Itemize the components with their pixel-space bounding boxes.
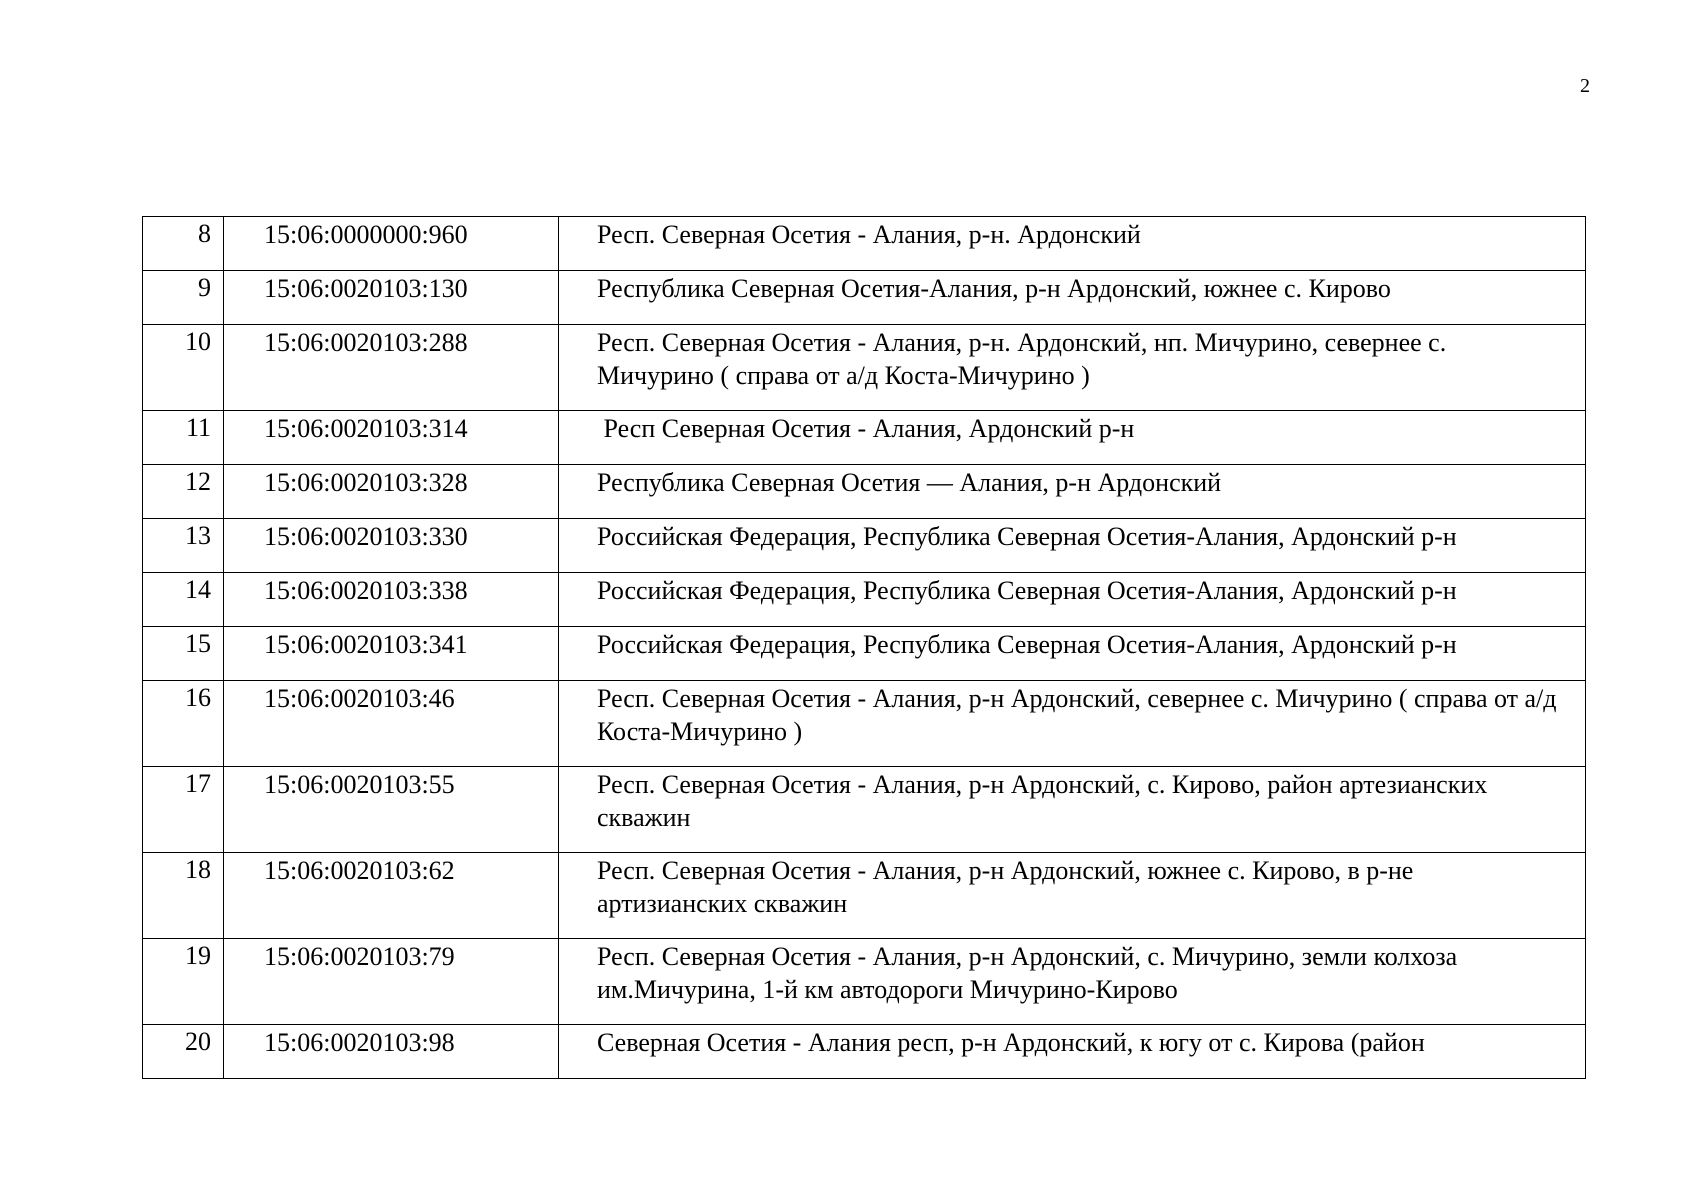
- cadastral-number-cell: [224, 767, 559, 853]
- row-number: 12: [185, 467, 211, 496]
- row-number-cell: [143, 627, 224, 681]
- table-row: [143, 519, 1586, 573]
- table-row: [143, 853, 1586, 939]
- cadastral-number: 15:06:0020103:330: [264, 522, 468, 551]
- cadastral-number-cell: [224, 217, 559, 271]
- address: Российская Федерация, Республика Северная Осетия-Алания, Ардонский р-н: [597, 522, 1457, 551]
- row-number-cell: [143, 217, 224, 271]
- parcels-table: [142, 216, 1586, 1079]
- row-number: 13: [185, 521, 211, 550]
- address-cell: [559, 627, 1586, 681]
- cadastral-number-cell: [224, 465, 559, 519]
- address-cell: [559, 853, 1586, 939]
- row-number-cell: [143, 939, 224, 1025]
- row-number-cell: [143, 573, 224, 627]
- address-cell: [559, 939, 1586, 1025]
- address-cell: [559, 465, 1586, 519]
- address: Республика Северная Осетия — Алания, р-н Ардонский: [597, 468, 1222, 497]
- address: Респ. Северная Осетия - Алания, р-н. Ардонский: [597, 220, 1141, 249]
- row-number: 19: [185, 941, 211, 970]
- address: Республика Северная Осетия-Алания, р-н Ардонский, южнее с. Кирово: [597, 274, 1391, 303]
- table-row: [143, 411, 1586, 465]
- table-row: [143, 939, 1586, 1025]
- cadastral-number-cell: [224, 271, 559, 325]
- address-cell: [559, 271, 1586, 325]
- cadastral-number: 15:06:0020103:55: [264, 770, 455, 799]
- row-number: 8: [198, 219, 211, 248]
- cadastral-number: 15:06:0020103:288: [264, 328, 468, 357]
- row-number-cell: [143, 681, 224, 767]
- address-cell: [559, 519, 1586, 573]
- table-row: [143, 681, 1586, 767]
- row-number-cell: [143, 465, 224, 519]
- table-row: [143, 573, 1586, 627]
- row-number-cell: [143, 411, 224, 465]
- cadastral-number-cell: [224, 681, 559, 767]
- address: Российская Федерация, Республика Северная Осетия-Алания, Ардонский р-н: [597, 576, 1457, 605]
- cadastral-number: 15:06:0020103:98: [264, 1028, 455, 1057]
- cadastral-number: 15:06:0020103:328: [264, 468, 468, 497]
- cadastral-number: 15:06:0020103:341: [264, 630, 468, 659]
- address: Респ. Северная Осетия - Алания, р-н Ардонский, севернее с. Мичурино ( справа от а/д Коста-Мичурино ): [597, 684, 1557, 746]
- address-cell: [559, 767, 1586, 853]
- page-number: 2: [1580, 75, 1590, 97]
- table-row: [143, 325, 1586, 411]
- address: Респ. Северная Осетия - Алания, р-н Ардонский, южнее с. Кирово, в р-не артизианских скважин: [597, 856, 1414, 918]
- cadastral-number: 15:06:0000000:960: [264, 220, 468, 249]
- cadastral-number: 15:06:0020103:79: [264, 942, 455, 971]
- row-number-cell: [143, 767, 224, 853]
- table-row: [143, 271, 1586, 325]
- address-cell: [559, 325, 1586, 411]
- row-number-cell: [143, 1025, 224, 1079]
- cadastral-number-cell: [224, 939, 559, 1025]
- row-number-cell: [143, 325, 224, 411]
- cadastral-number-cell: [224, 573, 559, 627]
- address: Респ. Северная Осетия - Алания, р-н. Ардонский, нп. Мичурино, севернее с. Мичурино ( справа от а/д Коста-Мичурино ): [597, 328, 1447, 390]
- cadastral-number: 15:06:0020103:338: [264, 576, 468, 605]
- cadastral-number: 15:06:0020103:46: [264, 684, 455, 713]
- row-number: 17: [185, 769, 211, 798]
- row-number: 11: [185, 413, 211, 442]
- address-cell: [559, 573, 1586, 627]
- address: Респ Северная Осетия - Алания, Ардонский р-н: [597, 414, 1135, 443]
- table-row: [143, 1025, 1586, 1079]
- cadastral-number-cell: [224, 1025, 559, 1079]
- cadastral-number-cell: [224, 519, 559, 573]
- cadastral-number: 15:06:0020103:130: [264, 274, 468, 303]
- address: Российская Федерация, Республика Северная Осетия-Алания, Ардонский р-н: [597, 630, 1457, 659]
- row-number: 20: [185, 1027, 211, 1056]
- table-row: [143, 465, 1586, 519]
- address-cell: [559, 681, 1586, 767]
- address-cell: [559, 217, 1586, 271]
- table-row: [143, 217, 1586, 271]
- address: Респ. Северная Осетия - Алания, р-н Ардонский, с. Кирово, район артезианских скважин: [597, 770, 1488, 832]
- cadastral-number-cell: [224, 325, 559, 411]
- row-number-cell: [143, 853, 224, 939]
- cadastral-number-cell: [224, 627, 559, 681]
- row-number: 10: [185, 327, 211, 356]
- cadastral-number: 15:06:0020103:62: [264, 856, 455, 885]
- row-number: 9: [198, 273, 211, 302]
- row-number: 15: [185, 629, 211, 658]
- row-number: 16: [185, 683, 211, 712]
- row-number-cell: [143, 519, 224, 573]
- table-row: [143, 767, 1586, 853]
- row-number-cell: [143, 271, 224, 325]
- cadastral-number: 15:06:0020103:314: [264, 414, 468, 443]
- cadastral-number-cell: [224, 411, 559, 465]
- address-cell: [559, 1025, 1586, 1079]
- address: Северная Осетия - Алания респ, р-н Ардонский, к югу от с. Кирова (район: [597, 1028, 1425, 1057]
- table-row: [143, 627, 1586, 681]
- address: Респ. Северная Осетия - Алания, р-н Ардонский, с. Мичурино, земли колхоза им.Мичурина, 1-й км автодороги Мичурино-Кирово: [597, 942, 1458, 1004]
- cadastral-number-cell: [224, 853, 559, 939]
- row-number: 14: [185, 575, 211, 604]
- row-number: 18: [185, 855, 211, 884]
- address-cell: [559, 411, 1586, 465]
